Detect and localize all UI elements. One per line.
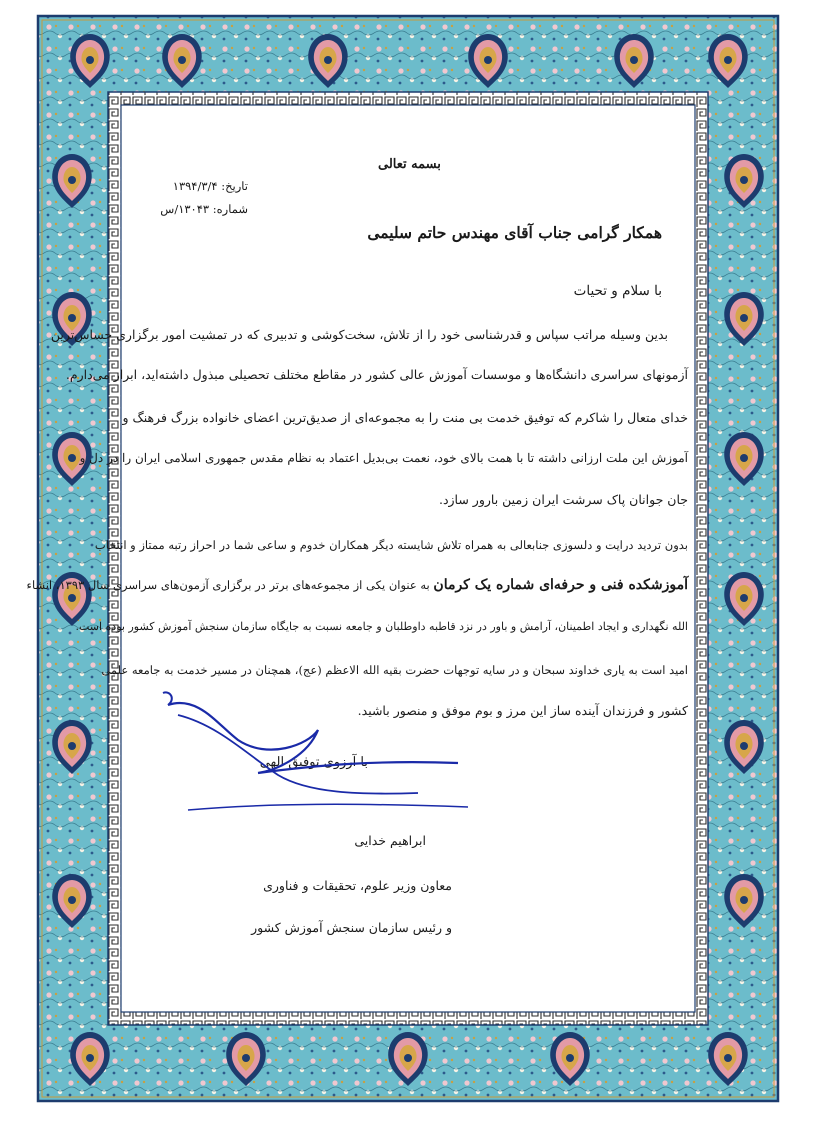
body-line: آزمونهای سراسری دانشگاه‌ها و موسسات آموزش عالی کشور در مقاطع مختلف تحصیلی مبذول داشته‌اید، ابراز می‌دارم.: [65, 367, 688, 382]
number-label: شماره:: [212, 202, 248, 216]
date-label: تاریخ:: [221, 179, 248, 193]
body-line: بدین وسیله مراتب سپاس و قدرشناسی خود را از تلاش، سخت‌کوشی و تدبیری که در تمشیت امور برگزاری حساس‌ترین: [50, 327, 668, 342]
body-line: خدای متعال را شاکرم که توفیق خدمت بی منت را به مجموعه‌ای از صدیق‌ترین اعضای خانواده بزرگ فرهنگ و: [122, 410, 688, 425]
date-line: [173, 179, 248, 193]
signatory-title: و رئیس سازمان سنجش آموزش کشور: [251, 920, 452, 935]
number-line: [160, 202, 248, 216]
number-value: ۱۳۰۴۳/س: [160, 202, 210, 216]
letter-body: [26, 115, 688, 995]
handwritten-signature: [158, 685, 478, 815]
addressee: همکار گرامی جناب آقای مهندس حاتم سلیمی: [367, 223, 662, 242]
date-value: ۱۳۹۴/۳/۴: [172, 179, 218, 193]
signatory-title: معاون وزیر علوم، تحقیقات و فناوری: [263, 878, 452, 893]
body-line: امید است به یاری خداوند سبحان و در سایه توجهات حضرت بقیه الله الاعظم (عج)، همچنان در مسیر خدمت به جامعه علمی: [101, 663, 688, 677]
body-line: کشور و فرزندان آینده ساز این مرز و بوم موفق و منصور باشید.: [357, 703, 688, 718]
closing: با آرزوی توفیق الهی: [259, 755, 368, 770]
greeting: با سلام و تحیات: [573, 283, 662, 299]
body-line: بدون تردید درایت و دلسوزی جنابعالی به همراه تلاش شایسته دیگر همکاران خدوم و ساعی شما در احراز رتبه ممتاز و انتخاب: [94, 538, 688, 552]
body-line-continued: به عنوان یکی از مجموعه‌های برتر در برگزاری آزمون‌های سراسری سال ۱۳۹۳، انشاء: [26, 578, 430, 592]
body-line: جان جوانان پاک سرشت ایران زمین بارور سازد.: [438, 492, 688, 507]
body-line-highlight: [27, 577, 688, 593]
signatory-name: ابراهیم خدایی: [354, 833, 426, 848]
institution-name: آموزشکده فنی و حرفه‌ای شماره یک کرمان: [433, 577, 688, 593]
body-line: الله‌ نگهداری و ایجاد اطمینان، آرامش و باور در نزد قاطبه داوطلبان و جامعه نسبت به جایگاه سازمان سنجش آموزش کشور بوده است.: [75, 620, 688, 633]
basmala: بسمه تعالی: [378, 157, 441, 172]
body-line: آموزش این ملت ارزانی داشته تا با همت بالای خود، نعمت بی‌بدیل اعتماد به نظام مقدس جمهوری اسلامی ایران را در دل و: [79, 451, 688, 465]
